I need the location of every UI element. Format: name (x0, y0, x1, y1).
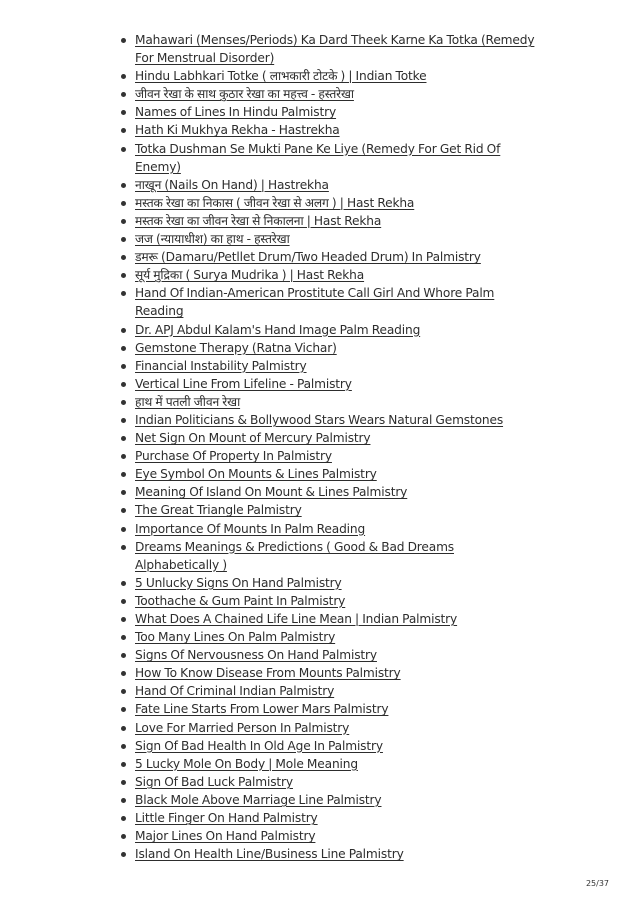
list-link[interactable]: Gemstone Therapy (Ratna Vichar) (135, 340, 337, 355)
list-link[interactable]: Love For Married Person In Palmistry (135, 720, 350, 735)
list-item (118, 700, 538, 718)
list-link[interactable]: 5 Lucky Mole On Body | Mole Meaning (135, 756, 358, 771)
bullet-icon (121, 852, 126, 857)
list-link[interactable]: मस्तक रेखा का निकास ( जीवन रेखा से अलग ) | Hast Rekha (135, 195, 415, 210)
bullet-icon (121, 219, 126, 224)
list-item (118, 121, 538, 139)
list-link[interactable]: Dreams Meanings & Predictions ( Good & Bad Dreams Alphabetically ) (135, 539, 454, 572)
bullet-icon (121, 744, 126, 749)
list-item (118, 339, 538, 357)
list-item (118, 266, 538, 284)
list-link[interactable]: मस्तक रेखा का जीवन रेखा से निकालना | Hast Rekha (135, 213, 382, 228)
list-link[interactable]: Importance Of Mounts In Palm Reading (135, 521, 366, 536)
list-link[interactable]: हाथ में पतली जीवन रेखा (135, 394, 241, 409)
list-item (118, 809, 538, 827)
list-item (118, 140, 538, 176)
bullet-icon (121, 816, 126, 821)
bullet-icon (121, 617, 126, 622)
bullet-icon (121, 38, 126, 43)
list-link[interactable]: Toothache & Gum Paint In Palmistry (135, 593, 346, 608)
bullet-icon (121, 689, 126, 694)
list-item (118, 501, 538, 519)
bullet-icon (121, 472, 126, 477)
bullet-icon (121, 599, 126, 604)
bullet-icon (121, 726, 126, 731)
bullet-icon (121, 707, 126, 712)
list-link[interactable]: Indian Politicians & Bollywood Stars Wears Natural Gemstones (135, 412, 504, 427)
list-item (118, 212, 538, 230)
page-number: 25/37 (585, 879, 609, 888)
list-item (118, 248, 538, 266)
bullet-icon (121, 346, 126, 351)
list-item (118, 538, 538, 574)
bullet-icon (121, 545, 126, 550)
list-link[interactable]: Mahawari (Menses/Periods) Ka Dard Theek Karne Ka Totka (Remedy For Menstrual Disorder) (135, 33, 535, 66)
bullet-icon (121, 671, 126, 676)
bullet-icon (121, 255, 126, 260)
list-item (118, 664, 538, 682)
list-link[interactable]: Sign Of Bad Health In Old Age In Palmistry (135, 738, 383, 753)
list-link[interactable]: Hath Ki Mukhya Rekha - Hastrekha (135, 123, 340, 138)
list-link[interactable]: Purchase Of Property In Palmistry (135, 449, 332, 464)
list-item (118, 610, 538, 628)
list-item (118, 827, 538, 845)
list-link[interactable]: Island On Health Line/Business Line Palmistry (135, 847, 404, 862)
bullet-icon (121, 328, 126, 333)
list-item (118, 67, 538, 85)
bullet-icon (121, 508, 126, 513)
bullet-icon (121, 147, 126, 152)
list-link[interactable]: Net Sign On Mount of Mercury Palmistry (135, 431, 371, 446)
list-link[interactable]: Fate Line Starts From Lower Mars Palmistry (135, 702, 389, 717)
bullet-icon (121, 74, 126, 79)
list-link[interactable]: What Does A Chained Life Line Mean | Indian Palmistry (135, 612, 458, 626)
bullet-icon (121, 273, 126, 278)
list-item (118, 737, 538, 755)
list-link[interactable]: Vertical Line From Lifeline - Palmistry (135, 376, 352, 391)
bullet-icon (121, 183, 126, 188)
bullet-icon (121, 436, 126, 441)
list-link[interactable]: Hand Of Criminal Indian Palmistry (135, 684, 335, 699)
list-item (118, 284, 538, 320)
list-link[interactable]: Too Many Lines On Palm Palmistry (135, 630, 336, 645)
list-link[interactable]: Totka Dushman Se Mukti Pane Ke Liye (Remedy For Get Rid Of Enemy) (135, 141, 501, 174)
list-link[interactable]: Major Lines On Hand Palmistry (135, 829, 316, 844)
bullet-icon (121, 780, 126, 785)
list-item (118, 791, 538, 809)
bullet-icon (121, 110, 126, 115)
list-link[interactable]: Little Finger On Hand Palmistry (135, 811, 318, 826)
list-link[interactable]: Meaning Of Island On Mount & Lines Palmistry (135, 485, 408, 500)
bullet-icon (121, 762, 126, 767)
bullet-icon (121, 527, 126, 532)
bullet-icon (121, 201, 126, 206)
list-item (118, 176, 538, 194)
bullet-icon (121, 237, 126, 242)
bullet-icon (121, 364, 126, 369)
list-link[interactable]: Black Mole Above Marriage Line Palmistry (135, 792, 382, 807)
list-item (118, 375, 538, 393)
list-link[interactable]: Names of Lines In Hindu Palmistry (135, 105, 337, 120)
bullet-icon (121, 400, 126, 405)
bullet-icon (121, 382, 126, 387)
list-link[interactable]: सूर्य मुद्रिका ( Surya Mudrika ) | Hast Rekha (135, 268, 365, 283)
list-link[interactable]: नाखून (Nails On Hand) | Hastrekha (135, 177, 329, 192)
list-link[interactable]: Signs Of Nervousness On Hand Palmistry (135, 648, 377, 663)
bullet-icon (121, 291, 126, 296)
list-link[interactable]: Hand Of Indian-American Prostitute Call Girl And Whore Palm Reading (135, 286, 495, 319)
list-item (118, 592, 538, 610)
list-item (118, 682, 538, 700)
list-item (118, 628, 538, 646)
list-link[interactable]: Sign Of Bad Luck Palmistry (135, 774, 293, 789)
list-item (118, 755, 538, 773)
list-item (118, 520, 538, 538)
list-item (118, 321, 538, 339)
list-link[interactable]: Hindu Labhkari Totke ( लाभकारी टोटके ) | Indian Totke (135, 69, 427, 84)
list-link[interactable]: Financial Instability Palmistry (135, 358, 307, 373)
bullet-icon (121, 581, 126, 586)
bullet-icon (121, 92, 126, 97)
list-item (118, 230, 538, 248)
list-item (118, 393, 538, 411)
list-item (118, 574, 538, 592)
bullet-icon (121, 128, 126, 133)
list-item (118, 845, 538, 863)
list-link[interactable]: Dr. APJ Abdul Kalam's Hand Image Palm Reading (135, 322, 421, 337)
bullet-icon (121, 454, 126, 459)
bullet-icon (121, 418, 126, 423)
list-link[interactable]: The Great Triangle Palmistry (135, 503, 302, 518)
list-item (118, 194, 538, 212)
list-item (118, 447, 538, 465)
list-item (118, 429, 538, 447)
list-item (118, 465, 538, 483)
list-item (118, 85, 538, 103)
bullet-icon (121, 798, 126, 803)
list-item (118, 31, 538, 67)
link-list (118, 31, 538, 863)
bullet-icon (121, 490, 126, 495)
bullet-icon (121, 834, 126, 839)
bullet-icon (121, 653, 126, 658)
list-item (118, 646, 538, 664)
list-item (118, 773, 538, 791)
list-link[interactable]: Eye Symbol On Mounts & Lines Palmistry (135, 467, 377, 482)
list-link[interactable]: जीवन रेखा के साथ कुठार रेखा का महत्त्व - हस्तरेखा (135, 87, 354, 102)
list-link[interactable]: जज (न्यायाधीश) का हाथ - हस्तरेखा (135, 232, 290, 247)
list-link[interactable]: 5 Unlucky Signs On Hand Palmistry (135, 575, 342, 590)
list-link[interactable]: डमरू (Damaru/Petllet Drum/Two Headed Drum) In Palmistry (135, 250, 481, 265)
list-item (118, 719, 538, 737)
list-item (118, 483, 538, 501)
list-item (118, 357, 538, 375)
list-link[interactable]: How To Know Disease From Mounts Palmistry (135, 666, 401, 681)
bullet-icon (121, 635, 126, 640)
list-item (118, 103, 538, 121)
list-item (118, 411, 538, 429)
